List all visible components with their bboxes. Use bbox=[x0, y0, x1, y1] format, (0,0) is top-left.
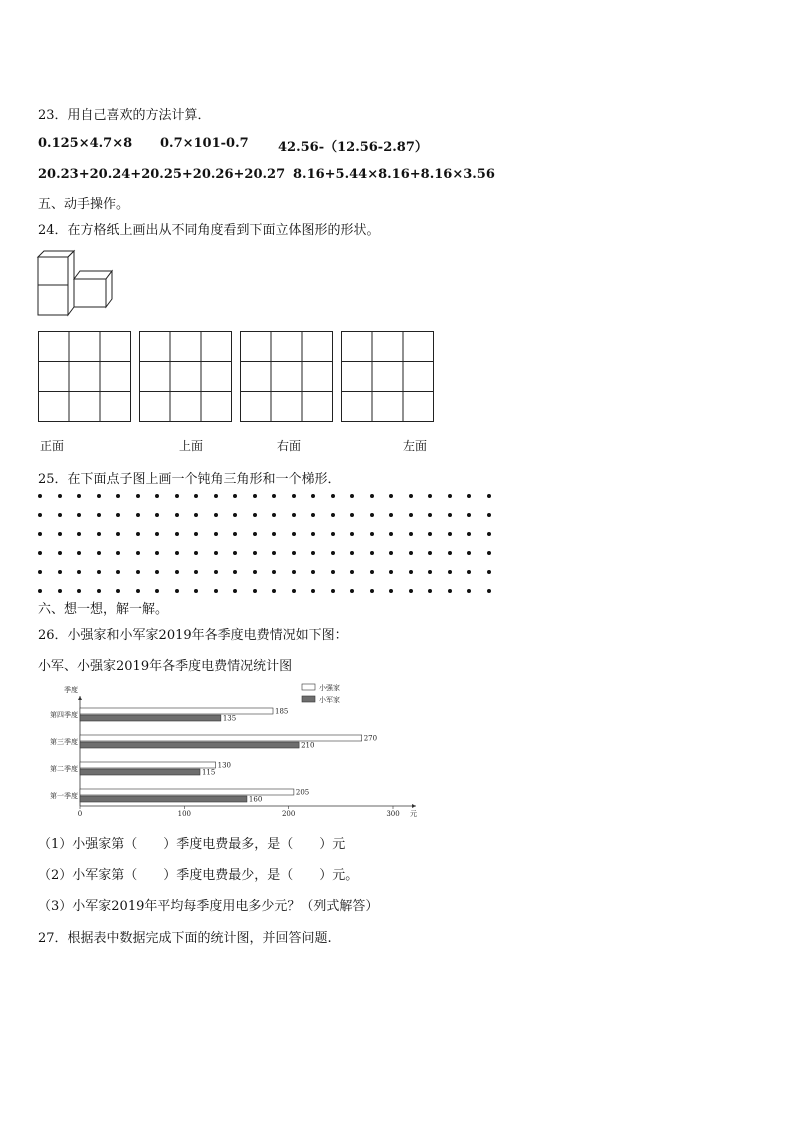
x-axis-arrow bbox=[412, 804, 416, 808]
grid-dot bbox=[97, 570, 101, 574]
grid-dot bbox=[155, 532, 159, 536]
x-tick-label: 0 bbox=[77, 810, 83, 818]
data-label: 205 bbox=[295, 788, 310, 797]
grid-dot bbox=[116, 513, 120, 517]
category-label: 第一季度 bbox=[50, 792, 78, 800]
legend-swatch bbox=[302, 696, 315, 702]
grid-dot bbox=[467, 589, 471, 593]
grid-dot bbox=[448, 551, 452, 555]
legend-swatch bbox=[302, 684, 315, 690]
bar-xiaojun bbox=[80, 769, 200, 775]
q26-title: 26．小强家和小军家2019年各季度电费情况如下图： bbox=[38, 628, 348, 643]
grid-dot bbox=[233, 570, 237, 574]
grid-dot bbox=[467, 532, 471, 536]
grid-dot bbox=[292, 551, 296, 555]
grid-dot bbox=[194, 589, 198, 593]
y-axis-label: 季度 bbox=[64, 686, 78, 694]
grid-dot bbox=[214, 570, 218, 574]
grid-dot bbox=[311, 589, 315, 593]
grid-dot bbox=[136, 513, 140, 517]
grid-dot bbox=[428, 551, 432, 555]
expression-3: 42.56-（12.56-2.87） bbox=[278, 140, 428, 155]
grid-dot bbox=[272, 494, 276, 498]
grid-dot bbox=[77, 570, 81, 574]
grid-dot bbox=[389, 551, 393, 555]
y-axis-arrow bbox=[78, 696, 82, 700]
x-tick-label: 200 bbox=[281, 810, 296, 818]
q26-question-1: （1）小强家第（ ）季度电费最多，是（ ）元 bbox=[38, 837, 346, 852]
q24-title: 24．在方格纸上画出从不同角度看到下面立体图形的形状。 bbox=[38, 223, 380, 238]
electricity-bar-chart bbox=[38, 680, 428, 820]
grid-dot bbox=[311, 551, 315, 555]
grid-dot bbox=[428, 513, 432, 517]
grid-dot bbox=[487, 513, 491, 517]
q23-title: 23．用自己喜欢的方法计算． bbox=[38, 108, 211, 123]
category-label: 第三季度 bbox=[50, 738, 78, 746]
grid-dot bbox=[38, 551, 42, 555]
grid-dot bbox=[194, 532, 198, 536]
grid-dot bbox=[175, 570, 179, 574]
grid-dot bbox=[233, 532, 237, 536]
grid-dot bbox=[350, 570, 354, 574]
grid-dot bbox=[136, 551, 140, 555]
grid-dot bbox=[175, 551, 179, 555]
grid-dot bbox=[292, 494, 296, 498]
grid-dot bbox=[350, 551, 354, 555]
grid-right[interactable] bbox=[240, 331, 333, 422]
grid-dot bbox=[77, 551, 81, 555]
grid-dot bbox=[428, 494, 432, 498]
grid-dot bbox=[350, 589, 354, 593]
grid-dot bbox=[155, 513, 159, 517]
grid-dot bbox=[292, 532, 296, 536]
grid-dot bbox=[409, 551, 413, 555]
grid-dot bbox=[58, 532, 62, 536]
grid-dot bbox=[311, 570, 315, 574]
grid-dot bbox=[175, 589, 179, 593]
grid-dot bbox=[155, 551, 159, 555]
grid-dot bbox=[350, 494, 354, 498]
grid-dot bbox=[214, 494, 218, 498]
grid-dot bbox=[233, 551, 237, 555]
grid-dot bbox=[272, 589, 276, 593]
grid-dot bbox=[370, 551, 374, 555]
grid-dot bbox=[292, 570, 296, 574]
grid-dot bbox=[448, 589, 452, 593]
grid-dot bbox=[194, 513, 198, 517]
grid-dot bbox=[370, 570, 374, 574]
grid-dot bbox=[409, 589, 413, 593]
grid-dot bbox=[331, 589, 335, 593]
grid-dot bbox=[136, 532, 140, 536]
grid-dot bbox=[409, 494, 413, 498]
category-label: 第二季度 bbox=[50, 765, 78, 773]
grid-dot bbox=[58, 513, 62, 517]
grid-dot bbox=[214, 513, 218, 517]
chart-title: 小军、小强家2019年各季度电费情况统计图 bbox=[38, 659, 293, 674]
section-6-heading: 六、想一想，解一解。 bbox=[38, 602, 169, 617]
grid-dot bbox=[331, 513, 335, 517]
data-label: 270 bbox=[363, 734, 378, 743]
grid-dot bbox=[194, 570, 198, 574]
data-label: 135 bbox=[222, 714, 237, 723]
grid-dot bbox=[331, 551, 335, 555]
expression-5: 8.16+5.44×8.16+8.16×3.56 bbox=[293, 167, 495, 182]
expression-4: 20.23+20.24+20.25+20.26+20.27 bbox=[38, 167, 286, 182]
x-axis-label: 元 bbox=[410, 810, 417, 818]
grid-dot bbox=[448, 513, 452, 517]
grid-dot bbox=[311, 532, 315, 536]
grid-dot bbox=[467, 494, 471, 498]
grid-dot bbox=[38, 513, 42, 517]
grid-dot bbox=[448, 494, 452, 498]
grid-dot bbox=[253, 551, 257, 555]
grid-dot bbox=[487, 551, 491, 555]
label-front: 正面 bbox=[40, 439, 65, 453]
grid-dot bbox=[116, 570, 120, 574]
grid-dot bbox=[155, 570, 159, 574]
grid-dot bbox=[350, 532, 354, 536]
grid-dot bbox=[272, 532, 276, 536]
grid-dot bbox=[331, 532, 335, 536]
grid-dot bbox=[350, 513, 354, 517]
grid-dot bbox=[38, 532, 42, 536]
grid-dot bbox=[136, 494, 140, 498]
grid-dot bbox=[58, 494, 62, 498]
grid-dot bbox=[253, 589, 257, 593]
q26-question-2: （2）小军家第（ ）季度电费最少，是（ ）元。 bbox=[38, 868, 359, 883]
grid-dot bbox=[233, 494, 237, 498]
grid-dot bbox=[389, 589, 393, 593]
grid-dot bbox=[272, 570, 276, 574]
grid-dot bbox=[428, 589, 432, 593]
q27-title: 27．根据表中数据完成下面的统计图，并回答问题. bbox=[38, 931, 332, 946]
grid-dot bbox=[389, 532, 393, 536]
bar-xiaoqiang bbox=[80, 735, 362, 741]
x-tick-label: 300 bbox=[386, 810, 400, 818]
grid-dot bbox=[409, 513, 413, 517]
section-5-heading: 五、动手操作。 bbox=[38, 197, 130, 212]
grid-dot bbox=[155, 494, 159, 498]
grid-dot bbox=[487, 494, 491, 498]
bar-xiaoqiang bbox=[80, 708, 273, 714]
grid-dot bbox=[370, 513, 374, 517]
data-label: 185 bbox=[275, 707, 289, 716]
q25-title: 25．在下面点子图上画一个钝角三角形和一个梯形． bbox=[38, 472, 341, 487]
grid-dot bbox=[214, 532, 218, 536]
grid-dot bbox=[487, 570, 491, 574]
grid-dot bbox=[370, 532, 374, 536]
grid-dot bbox=[97, 551, 101, 555]
bar-xiaojun bbox=[80, 715, 221, 721]
grid-dot bbox=[116, 532, 120, 536]
bar-xiaoqiang bbox=[80, 789, 294, 795]
grid-dot bbox=[487, 589, 491, 593]
grid-dot bbox=[311, 494, 315, 498]
grid-dot bbox=[272, 513, 276, 517]
grid-left[interactable] bbox=[341, 331, 434, 422]
grid-dot bbox=[428, 532, 432, 536]
label-top: 上面 bbox=[179, 439, 204, 453]
grid-front[interactable] bbox=[38, 331, 131, 422]
legend-label: 小强家 bbox=[319, 684, 340, 692]
grid-dot bbox=[38, 589, 42, 593]
label-right: 右面 bbox=[277, 439, 302, 453]
grid-dot bbox=[97, 532, 101, 536]
grid-dot bbox=[409, 570, 413, 574]
grid-dot bbox=[467, 513, 471, 517]
grid-dot bbox=[253, 494, 257, 498]
data-label: 210 bbox=[301, 741, 315, 750]
q26-question-3: （3）小军家2019年平均每季度用电多少元？（列式解答） bbox=[38, 899, 379, 914]
grid-dot bbox=[253, 513, 257, 517]
grid-dot bbox=[214, 589, 218, 593]
grid-dot bbox=[292, 513, 296, 517]
label-left: 左面 bbox=[403, 439, 428, 453]
grid-dot bbox=[448, 532, 452, 536]
grid-dot bbox=[97, 494, 101, 498]
grid-dot bbox=[77, 513, 81, 517]
grid-dot bbox=[136, 589, 140, 593]
grid-dot bbox=[214, 551, 218, 555]
grid-dot bbox=[97, 589, 101, 593]
grid-dot bbox=[292, 589, 296, 593]
grid-dot bbox=[116, 551, 120, 555]
grid-dot bbox=[389, 513, 393, 517]
grid-dot bbox=[428, 570, 432, 574]
grid-dot bbox=[136, 570, 140, 574]
grid-dot bbox=[58, 589, 62, 593]
grid-top[interactable] bbox=[139, 331, 232, 422]
grid-dot bbox=[175, 513, 179, 517]
grid-dot bbox=[194, 494, 198, 498]
grid-dot bbox=[97, 513, 101, 517]
grid-dot bbox=[38, 494, 42, 498]
category-label: 第四季度 bbox=[50, 711, 78, 719]
grid-dot bbox=[116, 589, 120, 593]
grid-dot bbox=[331, 494, 335, 498]
grid-dot bbox=[253, 532, 257, 536]
expression-1: 0.125×4.7×8 bbox=[38, 136, 133, 151]
grid-dot bbox=[389, 570, 393, 574]
grid-dot bbox=[233, 513, 237, 517]
grid-dot bbox=[467, 551, 471, 555]
grid-dot bbox=[233, 589, 237, 593]
grid-dot bbox=[370, 589, 374, 593]
grid-dot bbox=[175, 532, 179, 536]
grid-dot bbox=[77, 589, 81, 593]
grid-dot bbox=[38, 570, 42, 574]
grid-dot bbox=[253, 570, 257, 574]
x-tick-label: 100 bbox=[177, 810, 192, 818]
data-label: 115 bbox=[201, 768, 216, 777]
grid-dot bbox=[116, 494, 120, 498]
bar-xiaojun bbox=[80, 742, 299, 748]
grid-dot bbox=[311, 513, 315, 517]
grid-dot bbox=[175, 494, 179, 498]
bar-xiaojun bbox=[80, 796, 247, 802]
grid-dot bbox=[77, 494, 81, 498]
grid-dot bbox=[389, 494, 393, 498]
cube-figure bbox=[34, 249, 118, 319]
grid-dot bbox=[370, 494, 374, 498]
grid-dot bbox=[77, 532, 81, 536]
expression-2: 0.7×101-0.7 bbox=[160, 136, 249, 151]
grid-dot bbox=[448, 570, 452, 574]
grid-dot bbox=[194, 551, 198, 555]
data-label: 160 bbox=[248, 795, 263, 804]
grid-dot bbox=[487, 532, 491, 536]
data-label: 130 bbox=[217, 761, 232, 770]
grid-dot bbox=[331, 570, 335, 574]
grid-dot bbox=[58, 551, 62, 555]
bar-xiaoqiang bbox=[80, 762, 216, 768]
legend-label: 小军家 bbox=[319, 696, 340, 704]
grid-dot bbox=[155, 589, 159, 593]
grid-dot bbox=[409, 532, 413, 536]
grid-dot bbox=[467, 570, 471, 574]
grid-dot bbox=[272, 551, 276, 555]
grid-dot bbox=[58, 570, 62, 574]
